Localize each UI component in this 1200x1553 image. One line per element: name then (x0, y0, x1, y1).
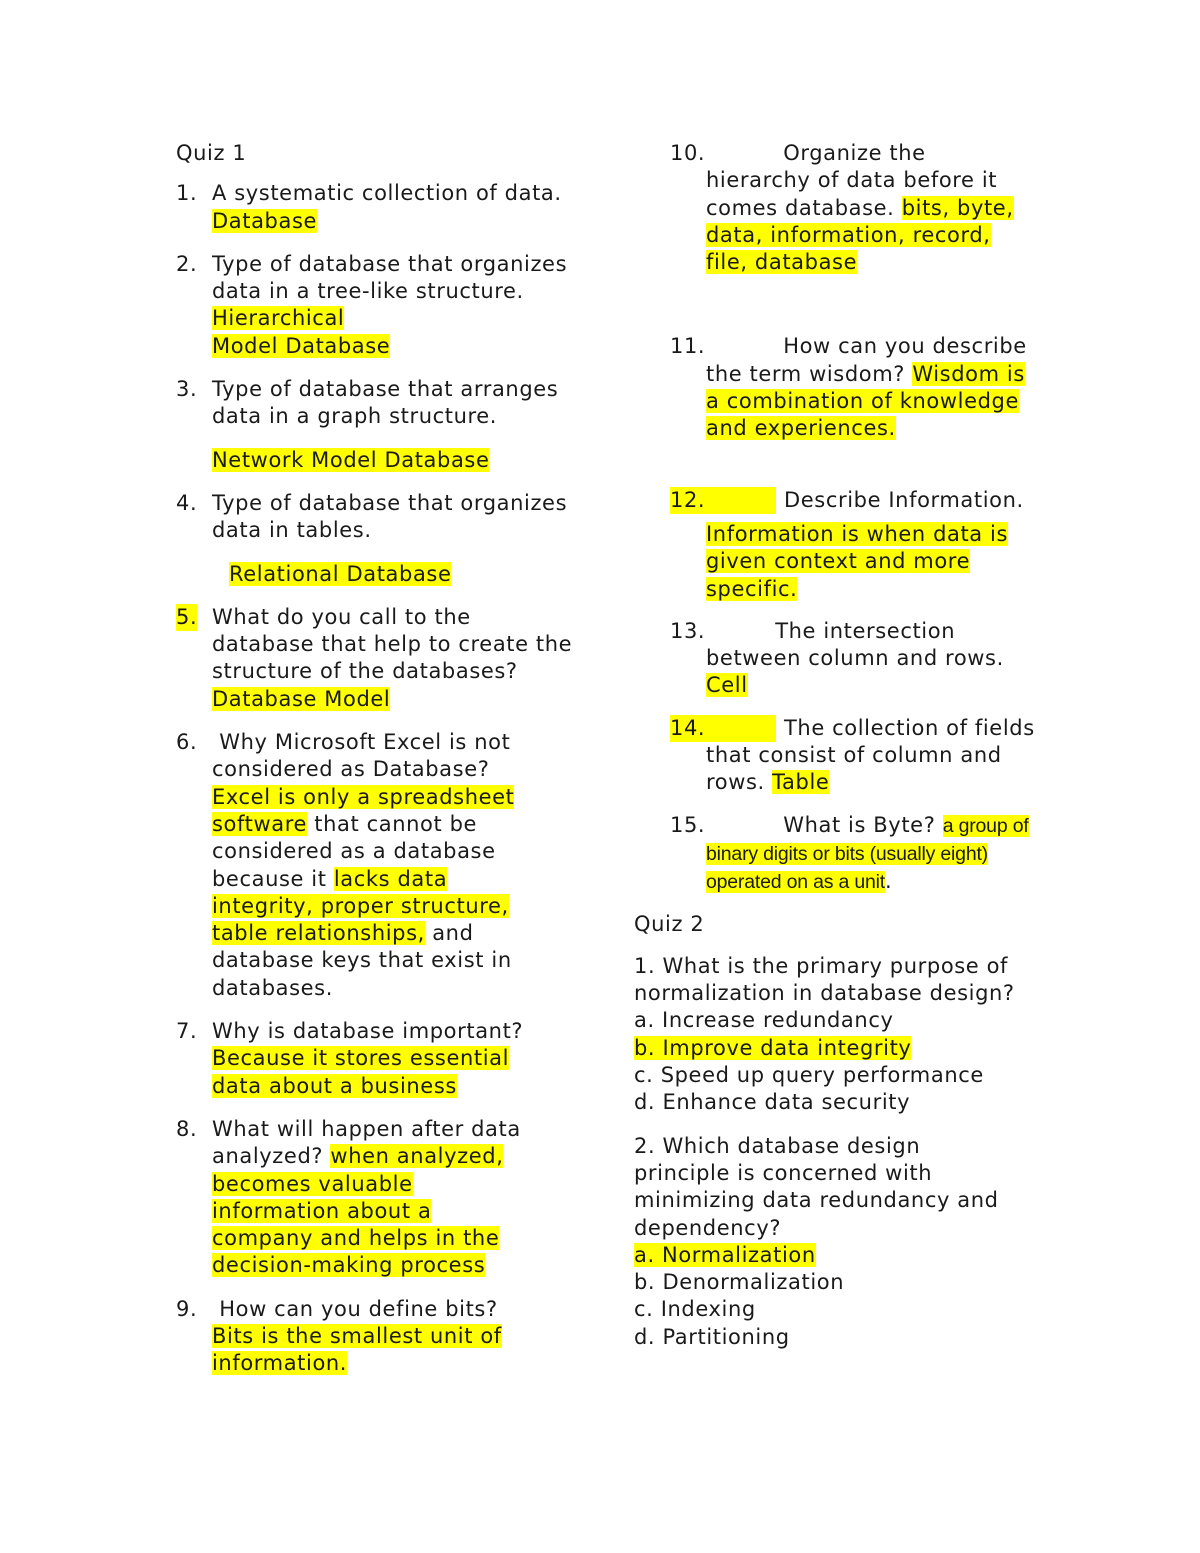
question-text (212, 251, 576, 360)
question-prompt: What is Byte? (783, 812, 936, 837)
answer-highlight: information about a (212, 1198, 432, 1223)
question-text (212, 729, 576, 1002)
answer-highlight: company and helps in the (212, 1226, 500, 1251)
question-15 (634, 812, 1084, 897)
question-header (670, 618, 1084, 645)
answer-highlight: Table (772, 770, 830, 795)
answer-highlight: and experiences. (706, 416, 896, 441)
question-12 (634, 487, 1084, 603)
question-prompt: minimizing data redundancy and (634, 1188, 999, 1213)
question-text (212, 604, 576, 713)
question-10 (634, 140, 1084, 276)
answer-highlight: integrity, proper structure, (212, 893, 509, 918)
question-prompt: hierarchy of data before it (706, 168, 998, 193)
choice-d: d. Partitioning (634, 1324, 790, 1349)
question-text (212, 1116, 576, 1280)
answer-highlight: given context and more (706, 549, 971, 574)
answer-line (706, 249, 1084, 276)
question-prompt: A systematic collection of data. (212, 181, 562, 206)
answer-highlight: specific. (706, 576, 798, 601)
answer-line (706, 415, 1084, 442)
answer-highlight: Information is when data is (706, 521, 1009, 546)
question-prompt: Type of database that organizes data in a tree-like structure. (212, 251, 568, 304)
question-11 (634, 333, 1084, 442)
right-column (634, 140, 1084, 1351)
question-6 (176, 729, 576, 1002)
question-text (212, 1018, 576, 1100)
question-9 (176, 1296, 576, 1378)
question-header (670, 812, 1084, 840)
question-text (706, 361, 1084, 388)
answer-line (212, 561, 576, 588)
question-number: 9. (176, 1296, 198, 1321)
question-prompt: 1. What is the primary purpose of (634, 953, 1009, 978)
answer-highlight: when analyzed, (330, 1144, 504, 1169)
question-number: 7. (176, 1019, 198, 1044)
question-prompt: the term wisdom? (706, 361, 906, 386)
question-prompt: principle is concerned with (634, 1160, 933, 1185)
question-number: 6. (176, 730, 198, 755)
question-prompt: dependency? (634, 1215, 782, 1240)
answer-highlight: a. Normalization (634, 1242, 816, 1267)
question-3 (176, 376, 576, 474)
question-prompt: Type of database that arranges data in a graph structure. (212, 377, 559, 429)
question-header (670, 140, 1084, 167)
question-number: 13. (670, 618, 706, 643)
question-header (670, 487, 1084, 514)
question-text (212, 1296, 576, 1378)
question-header (670, 333, 1084, 360)
answer-highlight: decision-making process (212, 1253, 486, 1278)
question-1 (176, 180, 576, 235)
question-8 (176, 1116, 576, 1280)
answer-highlight: a group of (942, 814, 1029, 837)
question-prompt: rows. (706, 770, 765, 795)
question-text (706, 769, 1084, 796)
answer-highlight: Network Model Database (212, 447, 490, 472)
answer-line (706, 868, 1084, 896)
question-prompt: between column and rows. (706, 646, 1004, 671)
answer-highlight: Hierarchical (212, 306, 345, 331)
quiz2-title: Quiz 2 (634, 911, 705, 936)
choice-b (634, 1035, 1084, 1062)
question-number: 15. (670, 812, 706, 837)
question-number: 2. (176, 251, 198, 276)
answer-highlight: file, database (706, 250, 858, 275)
answer-highlight: Because it stores essential (212, 1046, 510, 1071)
answer-highlight: data about a business (212, 1073, 457, 1098)
question-number: 4. (176, 490, 198, 515)
answer-highlight: b. Improve data integrity (634, 1035, 912, 1060)
answer-highlight: becomes valuable (212, 1171, 413, 1196)
question-number: 10. (670, 141, 706, 165)
question-text (706, 195, 1084, 222)
question-number: 11. (670, 334, 706, 359)
choice-c: c. Indexing (634, 1297, 756, 1322)
question-prompt: Describe Information. (784, 487, 1024, 512)
question-number-highlight (670, 487, 776, 514)
punctuation: . (885, 869, 893, 894)
answer-highlight: data, information, record, (706, 222, 991, 247)
question-prompt: The intersection (775, 618, 956, 643)
answer-highlight: information. (212, 1351, 348, 1376)
answer-highlight: Model Database (212, 333, 391, 358)
question-13 (634, 618, 1084, 700)
question-2 (176, 251, 576, 360)
question-prompt: The collection of fields (784, 715, 1035, 740)
question-prompt: that consist of column and (706, 743, 1002, 768)
left-column (176, 140, 576, 1394)
answer-line (212, 447, 576, 474)
quiz2-question-1 (634, 953, 1084, 1117)
answer-line (706, 576, 1084, 603)
choice-a: a. Increase redundancy (634, 1008, 894, 1033)
answer-highlight: bits, byte, (901, 195, 1014, 220)
answer-line (706, 388, 1084, 415)
quiz2-question-2 (634, 1133, 1084, 1351)
answer-highlight: a combination of knowledge (706, 389, 1019, 414)
choice-a (634, 1242, 1084, 1269)
question-prompt: database that help to create the structure of the databases? (212, 632, 573, 684)
question-number: 3. (176, 377, 198, 402)
answer-line (706, 840, 1084, 868)
answer-highlight: Bits is the smallest unit of (212, 1323, 502, 1348)
answer-highlight: Excel is only a spreadsheet (212, 784, 515, 809)
question-number: 8. (176, 1116, 198, 1141)
question-prompt: How can you define bits? (219, 1296, 498, 1321)
answer-highlight: Database (212, 208, 318, 233)
question-prompt: What will happen after data analyzed? (212, 1116, 521, 1169)
question-4 (176, 490, 576, 588)
answer-highlight: Cell (706, 673, 748, 698)
question-prompt: What do you call to the (212, 604, 471, 629)
answer-highlight: Database Model (212, 686, 391, 711)
question-prompt: Why is database important? (212, 1019, 524, 1044)
answer-line (706, 548, 1084, 575)
question-number: 12. (670, 487, 706, 512)
answer-line (706, 521, 1084, 548)
answer-line (706, 672, 1084, 699)
question-number: 14. (670, 715, 706, 740)
answer-highlight: operated on as a unit (706, 871, 886, 894)
answer-highlight: software (212, 811, 307, 836)
question-prompt: Type of database that organizes data in tables. (212, 490, 568, 543)
choice-d: d. Enhance data security (634, 1090, 911, 1115)
question-7 (176, 1018, 576, 1100)
question-5 (176, 604, 576, 713)
question-prompt: and database keys that exist in databases. (212, 921, 512, 1000)
answer-highlight: Relational Database (229, 561, 452, 586)
question-number: 1. (176, 181, 198, 206)
question-14 (634, 715, 1084, 797)
question-prompt: that cannot be considered as a database because it (212, 811, 496, 891)
answer-highlight: Wisdom is (912, 361, 1025, 386)
question-text (212, 180, 576, 235)
question-prompt: Organize the (783, 141, 926, 165)
question-prompt: 2. Which database design (634, 1133, 921, 1158)
question-prompt: comes database. (706, 195, 895, 220)
answer-highlight: table relationships, (212, 921, 425, 946)
answer-highlight: binary digits or bits (usually eight) (706, 842, 988, 865)
question-number-highlight (670, 715, 776, 742)
quiz2-section (634, 911, 1084, 1351)
answer-highlight: lacks data (333, 866, 448, 891)
choice-b: b. Denormalization (634, 1270, 845, 1295)
question-number: 5. (176, 604, 197, 631)
choice-c: c. Speed up query performance (634, 1063, 984, 1088)
question-prompt: Why Microsoft Excel is not considered as Database? (212, 730, 511, 782)
question-prompt: How can you describe (783, 334, 1027, 359)
quiz1-title: Quiz 1 (176, 141, 247, 165)
question-prompt: normalization in database design? (634, 981, 1015, 1006)
question-header (670, 715, 1084, 742)
answer-line (706, 222, 1084, 249)
